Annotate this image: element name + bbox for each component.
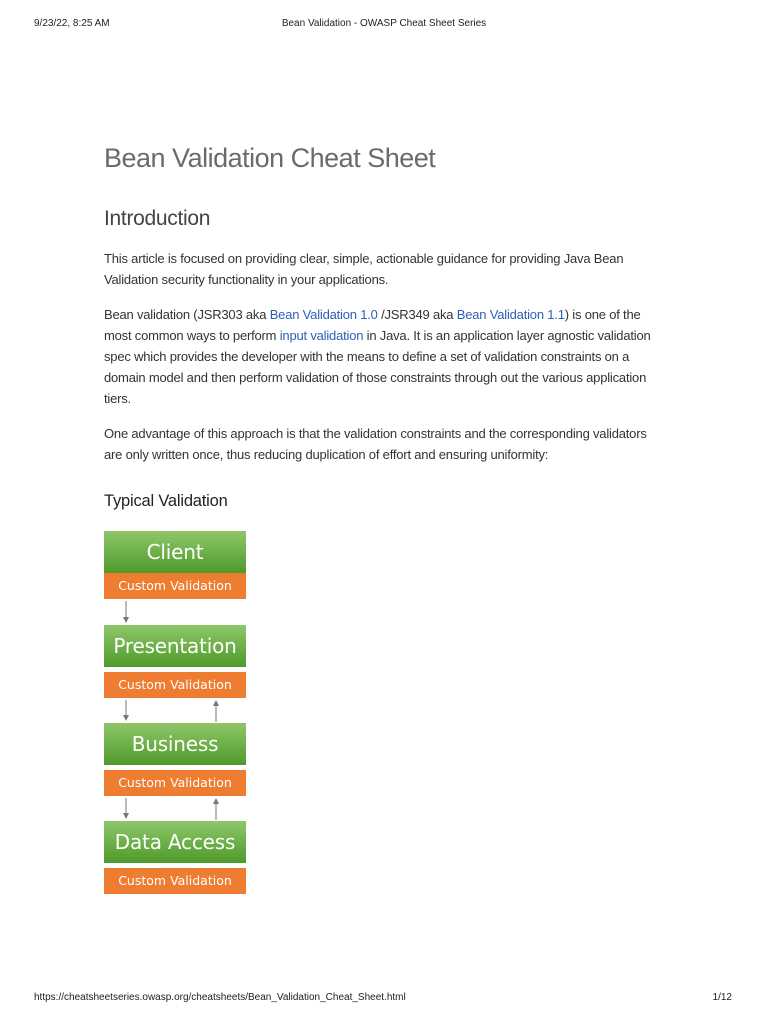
tier-business: Business xyxy=(104,723,246,765)
para-text: in Java. It is an application layer agnostic validation spec which provides the developer with the means to define a set of validation constraints on a domain model and then perform validation of those constraints through out the various application tiers. xyxy=(104,328,651,406)
print-url: https://cheatsheetseries.owasp.org/cheatsheets/Bean_Validation_Cheat_Sheet.html xyxy=(34,992,406,1003)
para-text: /JSR349 aka xyxy=(377,307,457,322)
tier-data-access: Data Access xyxy=(104,821,246,863)
down-arrow-icon xyxy=(104,599,246,625)
bean-validation-paragraph xyxy=(104,304,664,409)
tier-client: Client xyxy=(104,531,246,573)
page-title: Bean Validation Cheat Sheet xyxy=(104,143,436,173)
print-datetime: 9/23/22, 8:25 AM xyxy=(34,18,110,29)
custom-validation-box: Custom Validation xyxy=(104,573,246,599)
custom-validation-box: Custom Validation xyxy=(104,672,246,698)
custom-validation-box: Custom Validation xyxy=(104,770,246,796)
bidirectional-arrows-icon xyxy=(104,796,246,822)
page-number: 1/12 xyxy=(712,992,732,1003)
typical-validation-diagram xyxy=(104,531,246,894)
print-header xyxy=(0,18,768,32)
para-text: ) is one of the most common ways to perform xyxy=(104,307,641,343)
input-validation-link[interactable]: input validation xyxy=(279,328,364,343)
article-content xyxy=(104,140,664,513)
tier-presentation: Presentation xyxy=(104,625,246,667)
typical-validation-heading: Typical Validation xyxy=(104,492,228,510)
bean-validation-1-1-link[interactable]: Bean Validation 1.1 xyxy=(456,307,565,322)
bean-validation-1-0-link[interactable]: Bean Validation 1.0 xyxy=(269,307,378,322)
intro-paragraph: This article is focused on providing clear, simple, actionable guidance for providing Java Bean Validation security functionality in your applications. xyxy=(104,251,624,287)
bidirectional-arrows-icon xyxy=(104,698,246,724)
advantage-paragraph: One advantage of this approach is that the validation constraints and the corresponding validators are only written once, thus reducing duplication of effort and ensuring uniformity: xyxy=(104,426,647,462)
print-footer xyxy=(0,992,768,1006)
section-heading-introduction: Introduction xyxy=(104,207,211,230)
para-text: Bean validation (JSR303 aka xyxy=(104,307,270,322)
custom-validation-box: Custom Validation xyxy=(104,868,246,894)
print-doc-title: Bean Validation - OWASP Cheat Sheet Series xyxy=(281,18,487,29)
